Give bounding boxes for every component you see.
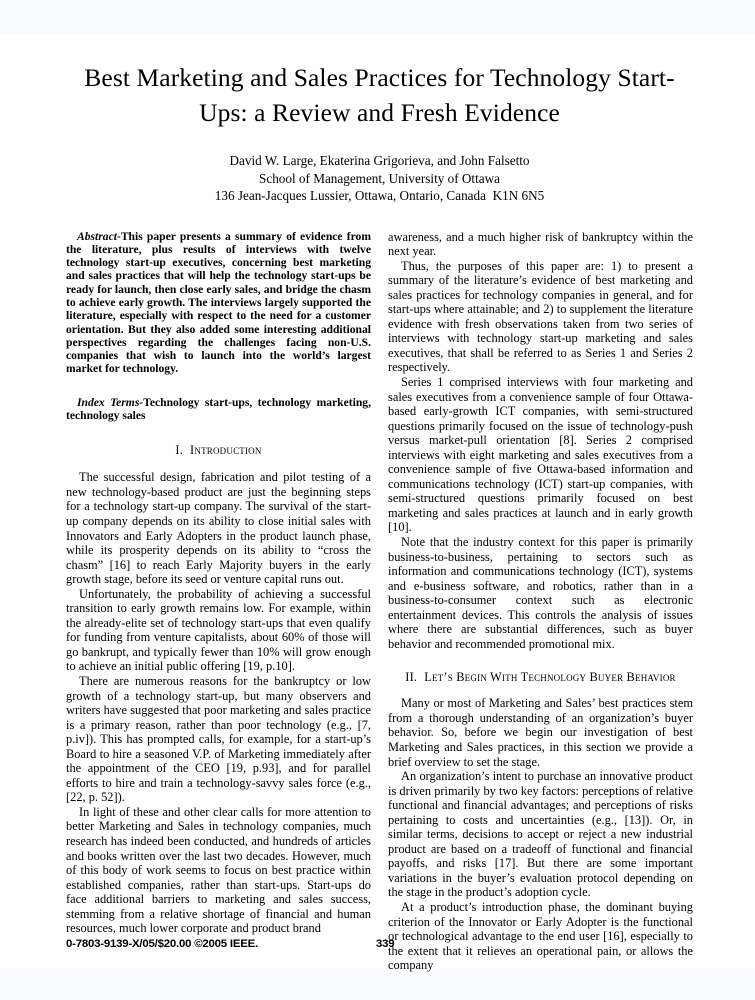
index-terms-label: Index Terms-: [77, 395, 144, 409]
index-terms-paragraph: [66, 396, 371, 423]
page-bottom-margin: [0, 968, 755, 1000]
abstract-paragraph: [66, 230, 371, 376]
paragraph-introduction-phase: At a product’s introduction phase, the dominant buying criterion of the Innovator or Early Adopter is the functional or technological advantage to the end user [16], especially to the extent that it relieves an operational pain, or allows the company: [388, 900, 693, 973]
paragraph-intro-2: Unfortunately, the probability of achieving a successful transition to early growth remains low. For example, within the already-elite set of technology start-ups that even qualify for funding from venture capitalists, about 60% of those will go bankrupt, and typically fewer than 10% will grow enough to achieve an initial public offering [19, p.10].: [66, 586, 371, 674]
abstract-label: Abstract-: [77, 229, 121, 243]
section-title: Let’s Begin With Technology Buyer Behavior: [424, 670, 676, 685]
right-column: [388, 230, 693, 973]
paragraph-intro-1: The successful design, fabrication and pilot testing of a new technology-based product are just the beginning steps for a technology start-up company. The survival of the start-up company depends on its ability to close initial sales with Innovators and Early Adopters in the product launch phase, while its prosperity depends on its ability to “cross the chasm” [16] to reach Early Majority buyers in the early growth stage, before its seed or venture capital runs out.: [66, 470, 371, 587]
paragraph-intro-4: In light of these and other clear calls for more attention to better Marketing and Sales in technology companies, much research has indeed been conducted, and hundreds of articles and books written over the last two decades. However, much of this body of work seems to focus on best practice within established companies, rather than start-ups. Start-ups do face additional barriers to marketing and sales success, stemming from a relative shortage of financial and human resources, much lower corporate and product brand: [66, 804, 371, 936]
paragraph-series: Series 1 comprised interviews with four marketing and sales executives from a convenience sample of four Ottawa-based early-growth ICT companies, with semi-structured questions primarily focused on the issue of technology-push versus market-pull orientation [8]. Series 2 comprised interviews with eight marketing and sales executives from a convenience sample of five Ottawa-based information and communications technology (ICT) start-up companies, with semi-structured questions primarily focused on best marketing and sales practices at launch and in early growth [10].: [388, 374, 693, 535]
paper-title: Best Marketing and Sales Practices for Technology Start-Ups: a Review and Fresh Evidence: [84, 63, 675, 127]
section-heading-introduction: [66, 443, 371, 458]
section-numeral: II.: [405, 670, 418, 685]
section-title: Introduction: [190, 443, 262, 458]
paragraph-purposes: Thus, the purposes of this paper are: 1) to present a summary of the literature’s evidence of best marketing and sales practices for technology companies in general, and for start-ups where attainable; and 2) to supplement the literature evidence with fresh observations taken from two series of interviews with technology start-up marketing and sales executives, that shall be referred to as Series 1 and Series 2 respectively.: [388, 258, 693, 375]
abstract-text: This paper presents a summary of evidence from the literature, plus results of interviews with twelve technology start-up executives, concerning best marketing and sales practices that will help the technology start-ups be ready for launch, then close early sales, and bridge the chasm to achieve early growth. The interviews largely supported the literature, especially with respect to the need for a customer orientation. But they also added some interesting additional perspectives regarding the challenges facing non-U.S. companies that wish to launch into the world’s largest market for technology.: [66, 229, 371, 376]
paragraph-continued: awareness, and a much higher risk of bankruptcy within the next year.: [388, 229, 693, 259]
page-number: 339: [376, 938, 395, 950]
two-column-body: [66, 230, 693, 973]
page-content: [66, 60, 693, 973]
section-numeral: I.: [175, 443, 184, 458]
paragraph-best-practices: Many or most of Marketing and Sales’ best practices stem from a thorough understanding of an organization’s buyer behavior. So, before we begin our investigation of best Marketing and Sales practices, in this section we provide a brief overview to set the stage.: [388, 696, 693, 769]
copyright-line: 0-7803-9139-X/05/$20.00 ©2005 IEEE.: [66, 938, 259, 950]
author-block: [66, 152, 693, 205]
author-names: David W. Large, Ekaterina Grigorieva, and John Falsetto: [229, 153, 530, 168]
paragraph-intro-3: There are numerous reasons for the bankruptcy or low growth of a technology start-up, but many observers and writers have suggested that poor marketing and sales practice is a primary reason, rather than poor technology (e.g., [7, p.iv]). This has prompted calls, for example, for a start-up’s Board to hire a seasoned V.P. of Marketing immediately after the appointment of the CEO [19, p.93], and for parallel efforts to hire and train a technology-savvy sales force (e.g., [22, p. 52]).: [66, 674, 371, 805]
paragraph-industry-context: Note that the industry context for this paper is primarily business-to-business, pertaining to sectors such as information and communications technology (ICT), systems and e-business software, and robotics, rather than in a business-to-consumer context such as electronic entertainment devices. This controls the analysis of issues where there are substantial differences, such as buyer behavior and recommended promotional mix.: [388, 534, 693, 651]
paragraph-purchase-intent: An organization’s intent to purchase an innovative product is driven primarily by two key factors: perceptions of relative functional and financial advantages; and perceptions of risks pertaining to costs and uncertainties (e.g., [13]). Or, in similar terms, decisions to accept or reject a new industrial product are based on a tradeoff of functional and financial payoffs, and risks [17]. But there are some important variations in the buyer’s evaluation protocol depending on the stage in the product’s adoption cycle.: [388, 769, 693, 900]
address: 136 Jean-Jacques Lussier, Ottawa, Ontario, Canada K1N 6N5: [214, 188, 545, 203]
page-top-margin: [0, 0, 755, 34]
affiliation: School of Management, University of Ottawa: [259, 170, 500, 186]
index-terms-text: Technology start-ups, technology marketing, technology sales: [66, 395, 371, 423]
section-heading-buyer-behavior: [388, 670, 693, 685]
left-column: [66, 230, 371, 936]
